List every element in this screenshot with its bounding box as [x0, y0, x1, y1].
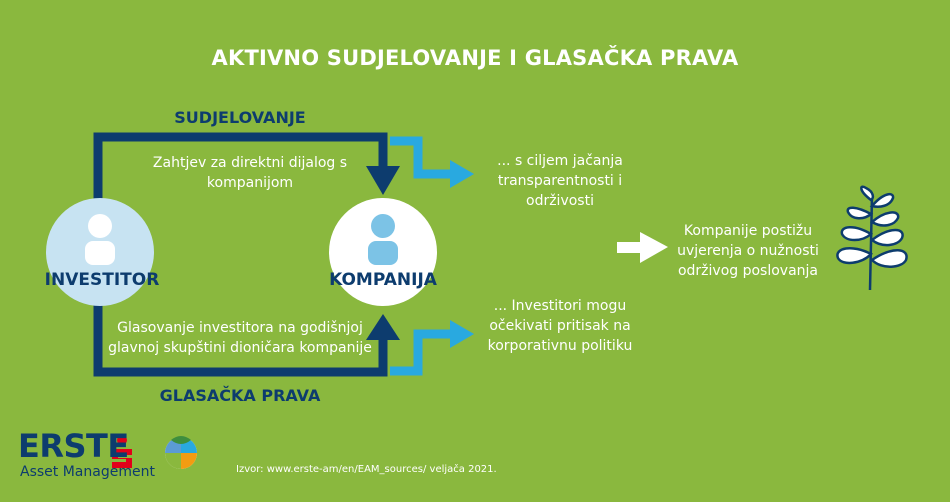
- engagement-label: SUDJELOVANJE: [174, 108, 306, 127]
- voting-description: Glasovanje investitora na godišnjoj glavnoj skupštini dioničara kompanije: [108, 320, 372, 356]
- investor-label: INVESTITOR: [44, 270, 160, 290]
- page-title: AKTIVNO SUDJELOVANJE I GLASAČKA PRAVA: [211, 46, 739, 70]
- plant-icon: [837, 187, 906, 290]
- source-note: Izvor: www.erste-am/en/EAM_sources/ veljača 2021.: [236, 464, 497, 475]
- logo-subtitle: Asset Management: [20, 464, 155, 480]
- voting-outcome: ... Investitori mogu očekivati pritisak na korporativnu politiku: [487, 298, 633, 354]
- voting-label: GLASAČKA PRAVA: [159, 386, 321, 405]
- engagement-outcome: ... s ciljem jačanja transparentnosti i održivosti: [497, 153, 623, 209]
- conclusion-arrow-icon: [617, 232, 668, 263]
- conclusion-text: Kompanije postižu uvjerenja o nužnosti održivog poslovanja: [677, 223, 819, 279]
- company-label: KOMPANIJA: [329, 270, 437, 290]
- engagement-light-path: [390, 141, 452, 174]
- logo-brand: ERSTE: [18, 427, 129, 465]
- engagement-description: Zahtjev za direktni dijalog s kompanijom: [152, 155, 348, 191]
- sustainability-badge-icon: [165, 436, 197, 469]
- engagement-arrowhead: [366, 166, 400, 195]
